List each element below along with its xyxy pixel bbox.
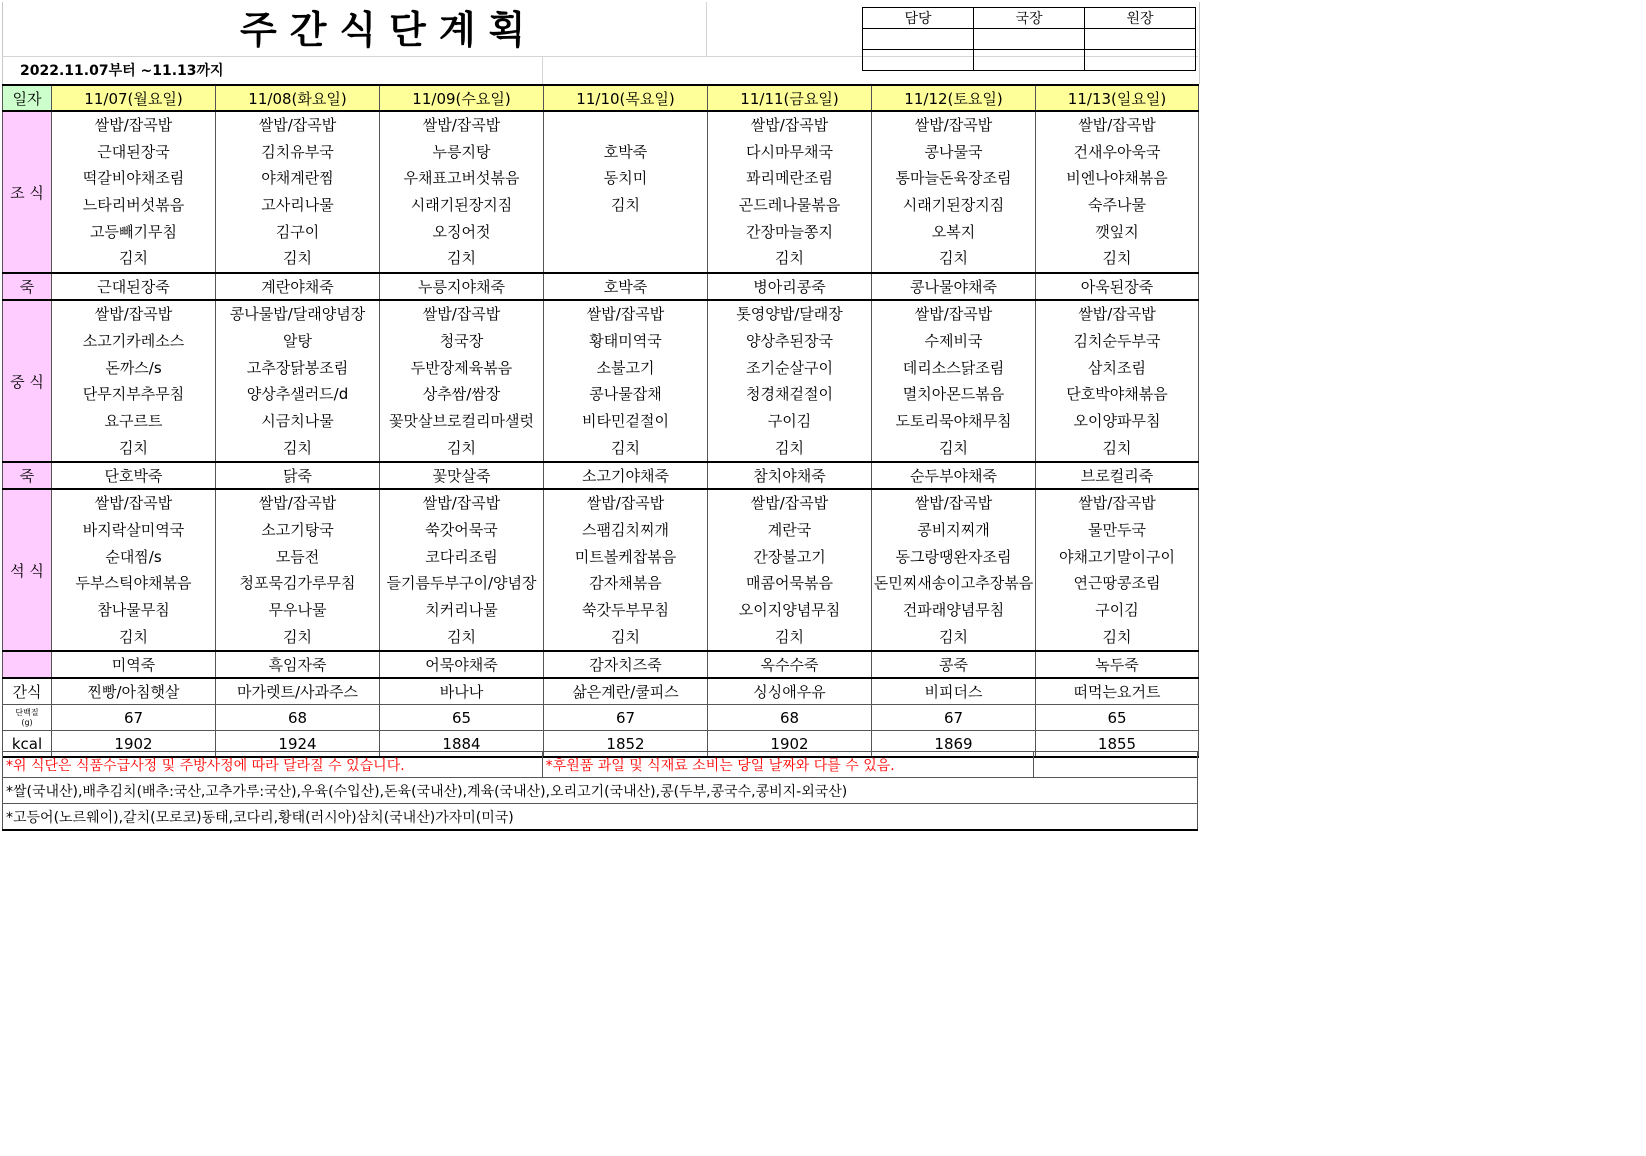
menu-item: 오복지	[931, 222, 976, 241]
dinner-day-cell[interactable]	[544, 489, 708, 651]
snack-cell[interactable]: 마가렛트/사과주스	[216, 678, 380, 705]
menu-item: 누릉지탕	[432, 142, 491, 161]
porridge2-cell[interactable]: 브로컬리죽	[1036, 462, 1199, 489]
menu-item: 김치	[119, 438, 148, 457]
menu-item: 쌀밥/잡곡밥	[422, 305, 501, 324]
menu-item: 쌀밥/잡곡밥	[422, 494, 501, 513]
menu-item: 돈민찌새송이고추장볶음	[873, 574, 1034, 593]
snack-cell[interactable]: 바나나	[380, 678, 544, 705]
menu-item: 김치	[775, 438, 804, 457]
menu-item: 삼치조림	[1088, 358, 1146, 377]
menu-item: 쑥갓두부무침	[582, 601, 669, 619]
menu-item: 쌀밥/잡곡밥	[914, 494, 993, 513]
menu-item: 쌀밥/잡곡밥	[750, 116, 829, 134]
menu-item	[544, 112, 707, 139]
menu-item: 고추장닭봉조림	[246, 358, 349, 377]
porridge3-row	[3, 651, 1199, 678]
approval-box	[862, 7, 1196, 71]
kcal-cell[interactable]: 1884	[380, 731, 544, 758]
menu-item: 건파래양념무침	[902, 601, 1005, 619]
menu-item: 알탕	[283, 331, 312, 350]
date-cell[interactable]: 11/10(목요일)	[544, 85, 708, 111]
menu-item: 김치	[611, 438, 640, 457]
kcal-cell[interactable]: 1869	[872, 731, 1036, 758]
menu-item: 고등빼기무침	[90, 222, 177, 241]
menu-item: 김치	[119, 249, 148, 268]
protein-cell[interactable]: 67	[52, 705, 216, 731]
menu-item: 순대찜/s	[105, 547, 162, 566]
menu-item: 멸치아몬드볶음	[902, 385, 1005, 404]
porridge1-cell[interactable]: 호박죽	[544, 273, 708, 300]
approval-sign-cell[interactable]	[1085, 29, 1196, 50]
menu-item: 쑥갓어묵국	[425, 520, 498, 539]
snack-row	[3, 678, 1199, 705]
approval-sign-cell[interactable]	[974, 29, 1085, 50]
dinner-day-cell[interactable]	[52, 489, 216, 651]
menu-item: 김치유부국	[261, 142, 334, 161]
date-header-row	[3, 85, 1199, 111]
breakfast-day-cell[interactable]	[216, 111, 380, 273]
menu-item: 김치	[939, 438, 968, 457]
menu-item: 깻잎지	[1095, 222, 1139, 241]
menu-item: 떡갈비야채조림	[82, 169, 185, 188]
menu-item: 계란국	[767, 520, 812, 539]
approval-header-staff: 담당	[863, 8, 974, 29]
menu-item: 시래기된장지짐	[410, 196, 513, 215]
porridge1-cell[interactable]: 누릉지야채죽	[380, 273, 544, 300]
menu-item: 코다리조림	[425, 547, 498, 566]
kcal-cell[interactable]: 1902	[708, 731, 872, 758]
menu-item: 조기순살구이	[746, 358, 833, 377]
menu-item: 쌀밥/잡곡밥	[586, 305, 665, 324]
porridge1-cell[interactable]: 근대된장죽	[52, 273, 216, 300]
dinner-day-cell[interactable]	[1036, 489, 1199, 651]
breakfast-day-cell[interactable]	[380, 111, 544, 273]
menu-item: 오이지양념무침	[738, 601, 841, 619]
menu-item: 청국장	[439, 331, 484, 350]
menu-item: 쌀밥/잡곡밥	[258, 116, 337, 134]
protein-cell[interactable]: 65	[1036, 705, 1199, 731]
menu-item: 느타리버섯볶음	[82, 196, 185, 215]
breakfast-row	[3, 111, 1199, 273]
menu-item: 쌀밥/잡곡밥	[94, 494, 173, 513]
menu-item: 오이양파무침	[1073, 411, 1161, 430]
menu-item: 단무지부추무침	[82, 385, 185, 404]
menu-item: 청경채겉절이	[746, 385, 833, 404]
menu-item: 비타민겉절이	[582, 411, 669, 430]
cell-gridline	[706, 2, 707, 56]
approval-sign-cell[interactable]	[974, 50, 1085, 71]
approval-sign-cell[interactable]	[863, 29, 974, 50]
porridge2-cell[interactable]: 참치야채죽	[708, 462, 872, 489]
menu-item: 김치	[1102, 249, 1132, 268]
menu-item: 통마늘돈육장조림	[895, 169, 1012, 188]
origin-info-1: *쌀(국내산),배추김치(배추:국산,고추가루:국산),우육(수입산),돈육(국내산),계육(국내산),오리고기(국내산),콩(두부,콩국수,콩비지-외국산)	[3, 778, 1198, 804]
porridge2-cell[interactable]: 소고기야채죽	[544, 462, 708, 489]
kcal-label: kcal	[3, 731, 52, 758]
menu-item: 건새우아욱국	[1073, 142, 1161, 161]
menu-item: 꽈리메란조림	[746, 169, 833, 188]
menu-item: 야채계란찜	[261, 169, 334, 188]
snack-cell[interactable]: 싱싱애우유	[708, 678, 872, 705]
menu-item: 오징어젓	[432, 222, 491, 241]
menu-item: 다시마무채국	[746, 142, 833, 161]
protein-label-text: 단백질	[15, 707, 39, 717]
porridge3-cell[interactable]: 녹두죽	[1036, 651, 1199, 678]
protein-cell[interactable]: 67	[872, 705, 1036, 731]
empty-cell	[1034, 752, 1198, 778]
menu-item: 쌀밥/잡곡밥	[94, 116, 173, 134]
dinner-day-cell[interactable]	[708, 489, 872, 651]
menu-item: 물만두국	[1088, 520, 1146, 539]
porridge2-cell[interactable]: 꽃맛살죽	[380, 462, 544, 489]
donation-notice-text: *후원품 과일 및 식재료 소비는 당일 날짜와 다를 수 있음.	[542, 752, 1034, 778]
menu-item: 참나물무침	[97, 601, 170, 619]
porridge2-cell[interactable]: 닭죽	[216, 462, 380, 489]
menu-item: 우채표고버섯볶음	[403, 169, 520, 188]
date-cell[interactable]: 11/09(수요일)	[380, 85, 544, 111]
approval-header-director: 국장	[974, 8, 1085, 29]
snack-cell[interactable]: 찐빵/아침햇살	[52, 678, 216, 705]
menu-item: 동그랑땡완자조림	[895, 547, 1012, 566]
date-cell[interactable]: 11/07(월요일)	[52, 85, 216, 111]
menu-item: 양상추샐러드/d	[246, 385, 349, 404]
menu-item: 김치	[939, 627, 968, 646]
porridge2-row	[3, 462, 1199, 489]
porridge1-cell[interactable]: 계란야채죽	[216, 273, 380, 300]
menu-item: 꽃맛살브로컬리마샐럿	[389, 411, 534, 430]
menu-item: 동치미	[603, 169, 648, 188]
menu-item: 김치	[447, 438, 476, 457]
protein-label	[3, 705, 52, 731]
menu-item: 김구이	[275, 222, 320, 241]
menu-item: 근대된장국	[97, 142, 170, 161]
notes-table	[2, 751, 1198, 831]
dinner-row	[3, 489, 1199, 651]
menu-item: 콩나물밥/달래양념장	[229, 305, 366, 324]
menu-item: 콩나물잡채	[589, 385, 662, 404]
breakfast-day-cell[interactable]	[544, 111, 708, 273]
menu-item: 소고기카레소스	[82, 331, 185, 350]
menu-item: 두부스틱야채볶음	[75, 574, 192, 593]
kcal-cell[interactable]: 1852	[544, 731, 708, 758]
porridge2-cell[interactable]: 단호박죽	[52, 462, 216, 489]
menu-item: 김치	[939, 249, 968, 268]
menu-item: 시래기된장지짐	[902, 196, 1005, 215]
menu-item: 쌀밥/잡곡밥	[914, 116, 993, 134]
menu-item: 간장마늘쫑지	[746, 222, 833, 241]
menu-item: 김치	[283, 627, 312, 646]
menu-item: 쌀밥/잡곡밥	[750, 494, 829, 513]
menu-item: 두반장제육볶음	[410, 358, 513, 377]
porridge2-label: 죽	[3, 462, 52, 489]
protein-cell[interactable]: 68	[216, 705, 380, 731]
menu-item: 김치	[611, 627, 640, 646]
menu-item: 상추쌈/쌈장	[422, 385, 501, 404]
menu-item: 도토리묵야채무침	[895, 411, 1012, 430]
menu-item: 톳영양밥/달래장	[736, 305, 843, 324]
snack-cell[interactable]: 비피더스	[872, 678, 1036, 705]
menu-item: 김치	[447, 249, 476, 268]
menu-item: 매콤어묵볶음	[746, 574, 833, 593]
origin-info-2: *고등어(노르웨이),갈치(모로코)동태,코다리,황태(러시아)삼치(국내산)가자미(미국)	[3, 804, 1198, 831]
porridge1-cell[interactable]: 아욱된장죽	[1036, 273, 1199, 300]
menu-item: 쌀밥/잡곡밥	[1078, 494, 1156, 513]
menu-item: 쌀밥/잡곡밥	[914, 305, 993, 324]
menu-item: 쌀밥/잡곡밥	[422, 116, 501, 134]
menu-item: 황태미역국	[589, 331, 662, 350]
porridge3-cell[interactable]: 어묵야채죽	[380, 651, 544, 678]
menu-item: 청포묵김가루무침	[239, 574, 356, 593]
menu-item: 쌀밥/잡곡밥	[94, 305, 173, 324]
porridge1-row	[3, 273, 1199, 300]
porridge3-cell[interactable]: 흑임자죽	[216, 651, 380, 678]
menu-item: 간장불고기	[753, 547, 826, 566]
porridge3-cell[interactable]: 옥수수죽	[708, 651, 872, 678]
breakfast-label: 조 식	[3, 111, 52, 273]
menu-item: 모듬전	[275, 547, 320, 566]
dinner-label: 석 식	[3, 489, 52, 651]
dinner-day-cell[interactable]	[872, 489, 1036, 651]
menu-item: 구이김	[1095, 601, 1139, 619]
lunch-day-cell[interactable]	[544, 300, 708, 462]
porridge1-label: 죽	[3, 273, 52, 300]
menu-item: 구이김	[767, 411, 812, 430]
protein-cell[interactable]: 68	[708, 705, 872, 731]
porridge3-cell[interactable]: 감자치즈죽	[544, 651, 708, 678]
menu-item: 쌀밥/잡곡밥	[258, 494, 337, 513]
menu-item: 소고기탕국	[261, 520, 334, 539]
lunch-day-cell[interactable]	[216, 300, 380, 462]
menu-item: 쌀밥/잡곡밥	[1078, 116, 1156, 134]
breakfast-day-cell[interactable]	[52, 111, 216, 273]
snack-label: 간식	[3, 678, 52, 705]
menu-item	[544, 219, 707, 246]
menu-item: 곤드레나물볶음	[738, 196, 841, 215]
date-cell[interactable]: 11/12(토요일)	[872, 85, 1036, 111]
porridge1-cell[interactable]: 콩나물야채죽	[872, 273, 1036, 300]
menu-item: 김치	[447, 627, 476, 646]
lunch-day-cell[interactable]	[708, 300, 872, 462]
period-text: 2022.11.07부터 ~11.13까지	[20, 63, 224, 79]
menu-item: 미트볼케찹볶음	[574, 547, 677, 566]
lunch-day-cell[interactable]	[52, 300, 216, 462]
porridge3-cell[interactable]: 콩죽	[872, 651, 1036, 678]
menu-item: 단호박야채볶음	[1066, 385, 1168, 404]
menu-item: 데리소스닭조림	[902, 358, 1005, 377]
menu-item: 숙주나물	[1088, 196, 1146, 215]
menu-item: 김치순두부국	[1073, 331, 1161, 350]
menu-item: 무우나물	[268, 601, 327, 619]
menu-item: 쌀밥/잡곡밥	[586, 494, 665, 513]
breakfast-day-cell[interactable]	[1036, 111, 1199, 273]
menu-item: 김치	[1102, 627, 1132, 646]
breakfast-day-cell[interactable]	[708, 111, 872, 273]
menu-item: 김치	[119, 627, 148, 646]
approval-sign-cell[interactable]	[1085, 50, 1196, 71]
menu-item: 김치	[283, 438, 312, 457]
menu-item: 양상추된장국	[746, 331, 833, 350]
menu-item: 김치	[611, 196, 640, 215]
menu-item: 비엔나야채볶음	[1066, 169, 1168, 188]
menu-item: 김치	[775, 249, 804, 268]
menu-item	[544, 245, 707, 272]
menu-item: 소불고기	[596, 358, 655, 377]
weekly-menu-table	[2, 84, 1199, 758]
date-cell[interactable]: 11/11(금요일)	[708, 85, 872, 111]
lunch-row	[3, 300, 1199, 462]
protein-cell[interactable]: 65	[380, 705, 544, 731]
menu-item: 야채고기말이구이	[1059, 547, 1175, 566]
protein-row	[3, 705, 1199, 731]
porridge1-cell[interactable]: 병아리콩죽	[708, 273, 872, 300]
dinner-day-cell[interactable]	[216, 489, 380, 651]
menu-item: 스팸김치찌개	[582, 520, 669, 539]
porridge3-label	[3, 651, 52, 678]
protein-cell[interactable]: 67	[544, 705, 708, 731]
menu-item: 치커리나물	[425, 601, 498, 619]
menu-item: 고사리나물	[261, 196, 334, 215]
approval-header-head: 원장	[1085, 8, 1196, 29]
approval-sign-cell[interactable]	[863, 50, 974, 71]
menu-item: 콩비지찌개	[917, 520, 990, 539]
snack-cell[interactable]: 떠먹는요거트	[1036, 678, 1199, 705]
menu-item: 바지락살미역국	[82, 520, 185, 539]
kcal-cell[interactable]: 1855	[1036, 731, 1199, 758]
date-header-label: 일자	[3, 85, 52, 111]
snack-cell[interactable]: 삶은계란/쿨피스	[544, 678, 708, 705]
lunch-label: 중 식	[3, 300, 52, 462]
lunch-day-cell[interactable]	[1036, 300, 1199, 462]
lunch-day-cell[interactable]	[380, 300, 544, 462]
page-title: 주간식단계획	[240, 8, 539, 52]
lunch-day-cell[interactable]	[872, 300, 1036, 462]
breakfast-day-cell[interactable]	[872, 111, 1036, 273]
menu-item: 연근땅콩조림	[1073, 574, 1161, 593]
date-cell[interactable]: 11/08(화요일)	[216, 85, 380, 111]
menu-item: 호박죽	[603, 142, 648, 161]
menu-item: 김치	[775, 627, 804, 646]
menu-item: 시금치나물	[261, 411, 334, 430]
protein-unit-text: (g)	[21, 717, 33, 727]
cell-gridline	[542, 56, 543, 84]
menu-item: 요구르트	[104, 411, 163, 430]
menu-item: 수제비국	[924, 331, 983, 350]
porridge2-cell[interactable]: 순두부야채죽	[872, 462, 1036, 489]
menu-item: 들기름두부구이/양념장	[386, 574, 537, 593]
menu-item: 김치	[283, 249, 312, 268]
kcal-cell[interactable]: 1924	[216, 731, 380, 758]
menu-item: 콩나물국	[924, 142, 983, 161]
menu-item: 감자채볶음	[589, 574, 662, 593]
porridge3-cell[interactable]: 미역죽	[52, 651, 216, 678]
menu-item: 돈까스/s	[105, 358, 162, 377]
notice-text: *위 식단은 식품수급사정 및 주방사정에 따라 달라질 수 있습니다.	[3, 752, 543, 778]
date-cell[interactable]: 11/13(일요일)	[1036, 85, 1199, 111]
dinner-day-cell[interactable]	[380, 489, 544, 651]
menu-item: 쌀밥/잡곡밥	[1078, 305, 1156, 324]
menu-item: 김치	[1102, 438, 1132, 457]
kcal-cell[interactable]: 1902	[52, 731, 216, 758]
